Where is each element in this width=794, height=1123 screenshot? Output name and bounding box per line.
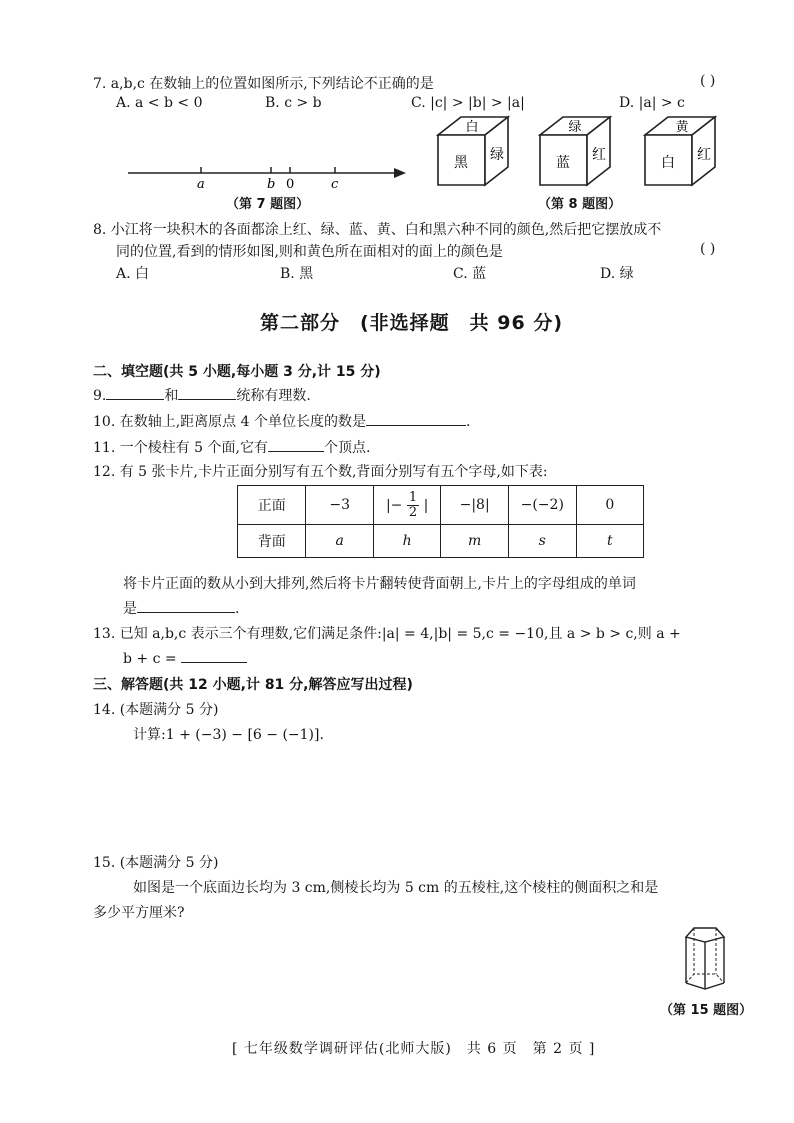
table-cell-abs-half bbox=[373, 486, 440, 525]
q15-figure-caption: （第 15 题图） bbox=[660, 1003, 753, 1018]
q7-answer-paren: ( ) bbox=[700, 73, 716, 89]
cube-3 bbox=[645, 117, 715, 185]
table-row-back bbox=[238, 525, 644, 558]
q12-card-table bbox=[237, 485, 644, 558]
q14-calc: 计算:1 + (−3) − [6 − (−1)]. bbox=[133, 727, 324, 743]
q11 bbox=[93, 437, 370, 457]
q11-head: 11. 一个棱柱有 5 个面,它有 bbox=[93, 440, 268, 456]
table-cell: h bbox=[373, 525, 440, 558]
table-cell: t bbox=[576, 525, 643, 558]
cube-1 bbox=[438, 117, 508, 185]
section2-heading: 二、填空题(共 5 小题,每小题 3 分,计 15 分) bbox=[93, 364, 381, 380]
q13-line2-text: b + c = bbox=[123, 651, 177, 667]
q9-blank-2[interactable] bbox=[178, 385, 236, 400]
q10-text: 10. 在数轴上,距离原点 4 个单位长度的数是 bbox=[93, 414, 366, 430]
q7-option-a: A. a < b < 0 bbox=[116, 95, 203, 111]
table-cell: −(−2) bbox=[508, 486, 576, 525]
q8-cubes-figure bbox=[430, 113, 730, 193]
q15-line2: 多少平方厘米? bbox=[93, 905, 185, 921]
table-cell: −|8| bbox=[441, 486, 509, 525]
q10-end: . bbox=[465, 414, 471, 430]
page-footer: [ 七年级数学调研评估(北师大版) 共 6 页 第 2 页 ] bbox=[232, 1041, 596, 1057]
q7-option-d: D. |a| > c bbox=[619, 95, 685, 111]
cube-3-right: 红 bbox=[697, 147, 711, 163]
q13-line1: 13. 已知 a,b,c 表示三个有理数,它们满足条件:|a| = 4,|b| = 5,c = −10,且 a > b > c,则 a + bbox=[93, 626, 681, 642]
q12-text: 12. 有 5 张卡片,卡片正面分别写有五个数,背面分别写有五个字母,如下表: bbox=[93, 464, 548, 480]
table-cell: m bbox=[441, 525, 509, 558]
table-cell: −3 bbox=[306, 486, 374, 525]
q7-figure-caption: （第 7 题图） bbox=[226, 197, 310, 212]
q14-head: 14. (本题满分 5 分) bbox=[93, 702, 219, 718]
fraction-denominator: 2 bbox=[408, 504, 418, 520]
cube-3-front: 白 bbox=[661, 155, 675, 171]
q12-after-line2 bbox=[123, 598, 239, 618]
q7-option-b: B. c > b bbox=[265, 95, 322, 111]
q7-option-c: C. |c| > |b| > |a| bbox=[411, 95, 525, 111]
fraction bbox=[407, 491, 419, 520]
cube-1-right: 绿 bbox=[490, 147, 504, 163]
q7-label-c: c bbox=[331, 177, 339, 192]
q15-prism-figure bbox=[680, 925, 732, 993]
q12-blank[interactable] bbox=[137, 598, 235, 613]
abs-right: | bbox=[423, 497, 429, 513]
table-cell: a bbox=[306, 525, 374, 558]
q7-stem: 7. a,b,c 在数轴上的位置如图所示,下列结论不正确的是 bbox=[93, 76, 434, 92]
cube-1-front: 黑 bbox=[454, 155, 468, 171]
q13-blank[interactable] bbox=[181, 648, 247, 663]
cube-2-top: 绿 bbox=[568, 120, 582, 135]
q11-tail: 个顶点. bbox=[323, 440, 371, 456]
q12-after-prefix: 是 bbox=[123, 601, 137, 617]
q8-option-b: B. 黑 bbox=[280, 266, 314, 282]
q8-option-a: A. 白 bbox=[116, 266, 150, 282]
part2-title: 第二部分 (非选择题 共 96 分) bbox=[260, 312, 564, 334]
q8-answer-paren: ( ) bbox=[700, 241, 716, 257]
cube-2-front: 蓝 bbox=[556, 155, 570, 171]
cube-1-top: 白 bbox=[465, 120, 479, 135]
q10-blank[interactable] bbox=[366, 411, 466, 426]
q8-stem-line2: 同的位置,看到的情形如图,则和黄色所在面相对的面上的颜色是 bbox=[116, 244, 503, 260]
q15-line1: 如图是一个底面边长均为 3 cm,侧棱长均为 5 cm 的五棱柱,这个棱柱的侧面积之和是 bbox=[133, 880, 659, 896]
table-cell-label: 背面 bbox=[238, 525, 306, 558]
q9-and: 和 bbox=[164, 388, 179, 404]
q7-label-zero: 0 bbox=[286, 177, 295, 192]
q12-after-end: . bbox=[235, 601, 240, 617]
q7-label-a: a bbox=[197, 177, 205, 192]
q9-tail: 统称有理数. bbox=[236, 388, 311, 404]
cube-2-right: 红 bbox=[592, 147, 606, 163]
q15-head: 15. (本题满分 5 分) bbox=[93, 855, 219, 871]
cube-3-top: 黄 bbox=[675, 120, 689, 135]
section3-heading: 三、解答题(共 12 小题,计 81 分,解答应写出过程) bbox=[93, 677, 413, 693]
q13-line2 bbox=[123, 648, 247, 667]
q10 bbox=[93, 411, 470, 431]
q9-blank-1[interactable] bbox=[106, 385, 164, 400]
abs-left: |− bbox=[385, 497, 403, 513]
fraction-numerator: 1 bbox=[408, 489, 418, 505]
table-cell: s bbox=[508, 525, 576, 558]
q12-after-line1: 将卡片正面的数从小到大排列,然后将卡片翻转使背面朝上,卡片上的字母组成的单词 bbox=[123, 576, 636, 592]
table-cell-label: 正面 bbox=[238, 486, 306, 525]
cube-2 bbox=[540, 117, 610, 185]
table-row-front bbox=[238, 486, 644, 525]
q7-label-b: b bbox=[267, 177, 276, 192]
q8-option-c: C. 蓝 bbox=[453, 266, 487, 282]
q8-figure-caption: （第 8 题图） bbox=[538, 197, 622, 212]
q9-number: 9. bbox=[93, 388, 107, 404]
q8-option-d: D. 绿 bbox=[600, 266, 634, 282]
table-cell: 0 bbox=[576, 486, 643, 525]
q8-stem-line1: 8. 小江将一块积木的各面都涂上红、绿、蓝、黄、白和黑六种不同的颜色,然后把它摆放成不 bbox=[93, 222, 662, 238]
q9 bbox=[93, 385, 311, 405]
q11-blank[interactable] bbox=[268, 437, 324, 452]
